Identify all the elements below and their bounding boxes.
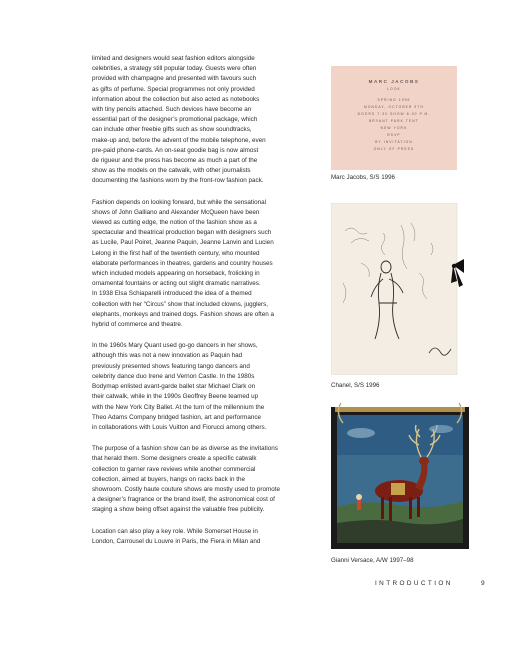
text-line: celebrity dance duo Irene and Vernon Castle. In the 1980s: [92, 372, 255, 380]
text-line: showroom. Costly haute couture shows are mostly used to promote: [92, 485, 280, 493]
text-line: with tiny pencils attached. Such devices have become an: [92, 106, 252, 114]
text-line: Lelong in the first half of the twentieth century, who mounted: [92, 249, 260, 257]
caption-versace: Gianni Versace, A/W 1997–98: [331, 557, 414, 564]
body-text-column: [92, 54, 306, 558]
text-line: Theo Adams Company bridged fashion, art and performance: [92, 413, 262, 421]
text-line: spectacular and theatrical production began with designers such: [92, 229, 272, 237]
page-number: 9: [481, 580, 485, 587]
caption-marc-jacobs: Marc Jacobs, S/S 1996: [331, 174, 395, 181]
text-line: celebrities, a strategy still popular today. Guests were often: [92, 65, 257, 73]
text-line: provided with champagne and presented with favours such: [92, 75, 257, 83]
text-line: make-up and, before the advent of the mobile telephone, even: [92, 136, 266, 144]
text-line: their catwalk, while in the 1990s Geoffrey Beene teamed up: [92, 393, 259, 401]
text-line: In 1938 Elsa Schiaparelli introduced the idea of a themed: [92, 290, 252, 298]
text-line: in collaborations with Louis Vuitton and Fiorucci among others.: [92, 423, 267, 431]
text-line: show as the models on the catwalk, with other journalists: [92, 167, 251, 175]
text-line: essential part of the designer’s promotional package, which: [92, 116, 258, 124]
text-line: documenting the fashions worn by the front-row fashion pack.: [92, 177, 264, 185]
invitation-title: MARC JACOBS: [368, 79, 420, 84]
text-line: collection, aimed at buyers, hangs on racks back in the: [92, 475, 245, 483]
invitation-line: BY INVITATION: [375, 140, 413, 144]
text-line: staging a show being offset against the valuable free publicity.: [92, 506, 265, 514]
text-line: with the New York City Ballet. At the turn of the millennium the: [92, 403, 265, 411]
text-line: Bodymap enlisted avant-garde ballet star Michael Clark on: [92, 383, 256, 391]
text-line: information about the collection but also acted as notebooks: [92, 95, 260, 103]
text-line: London, Carrousel du Louvre in Paris, the Fiera in Milan and: [92, 537, 261, 545]
text-line: Fashion depends on looking forward, but while the sensational: [92, 198, 266, 206]
paragraph-4: [92, 444, 306, 515]
text-line: as Lucile, Paul Poiret, Jeanne Paquin, Jeanne Lanvin and Lucien: [92, 239, 274, 247]
invitation-line: MONDAY, OCTOBER 9TH: [364, 105, 424, 109]
text-line: Location can also play a key role. While Somerset House in: [92, 527, 258, 535]
text-line: The purpose of a fashion show can be as diverse as the invitations: [92, 445, 278, 453]
marc-jacobs-invitation-image: [331, 66, 457, 170]
text-line: hybrid of commerce and theatre.: [92, 321, 183, 329]
chanel-invitation-image: [331, 203, 464, 375]
text-line: although this was not a new innovation as Paquin had: [92, 352, 243, 360]
invitation-line: DOORS 7:30 SHOW 8:00 P.M.: [357, 112, 431, 116]
text-line: previously presented shows featuring tango dancers and: [92, 362, 250, 370]
text-line: ornamental fountains or acting out slight dramatic narratives.: [92, 280, 261, 288]
paragraph-1: [92, 54, 306, 187]
text-line: In the 1960s Mary Quant used go-go dancers in her shows,: [92, 342, 258, 350]
caption-chanel: Chanel, S/S 1996: [331, 382, 380, 389]
invitation-line: RSVP: [387, 133, 401, 137]
text-line: limited and designers would seat fashion editors alongside: [92, 55, 255, 62]
text-line: which included models appearing on horseback, frolicking in: [92, 270, 260, 278]
text-line: collection with her “Circus” show that included clowns, jugglers,: [92, 300, 269, 308]
text-line: collection to garner rave reviews while another commercial: [92, 465, 256, 473]
invitation-line: BRYANT PARK TENT: [369, 119, 419, 123]
text-line: a designer’s fragrance or the brand itself, the astronomical cost of: [92, 496, 275, 504]
versace-painting-illustration: [331, 399, 469, 549]
text-line: that herald them. Some designers create a specific catwalk: [92, 455, 257, 463]
text-line: viewed as cutting edge, the notion of the fashion show as a: [92, 219, 257, 227]
text-line: as gifts of perfume. Special programmes not only provided: [92, 85, 255, 93]
invitation-line: ONLY OF PRESS: [373, 147, 415, 151]
versace-invitation-image: [331, 399, 469, 549]
text-line: can include other freebie gifts such as show soundtracks,: [92, 126, 252, 134]
text-line: elephants, monkeys and trained dogs. Fashion shows are often a: [92, 310, 275, 318]
paragraph-2: [92, 198, 306, 331]
paragraph-3: [92, 341, 306, 433]
invitation-line: NEW YORK: [380, 126, 408, 130]
invitation-line: SPRING 1996: [377, 98, 411, 102]
running-footer-section: INTRODUCTION: [375, 580, 453, 587]
text-line: shows of John Galliano and Alexander McQueen have been: [92, 208, 260, 216]
paragraph-5: [92, 527, 306, 547]
invitation-line: LOOK: [387, 87, 401, 91]
text-line: elaborate performances in theatres, gardens and country houses: [92, 259, 273, 267]
text-line: pre-paid phone-cards. An on-seat goodie bag is now almost: [92, 146, 259, 154]
chanel-sketch-illustration: [331, 203, 464, 375]
text-line: de rigueur and the press has become as much a part of the: [92, 157, 258, 165]
